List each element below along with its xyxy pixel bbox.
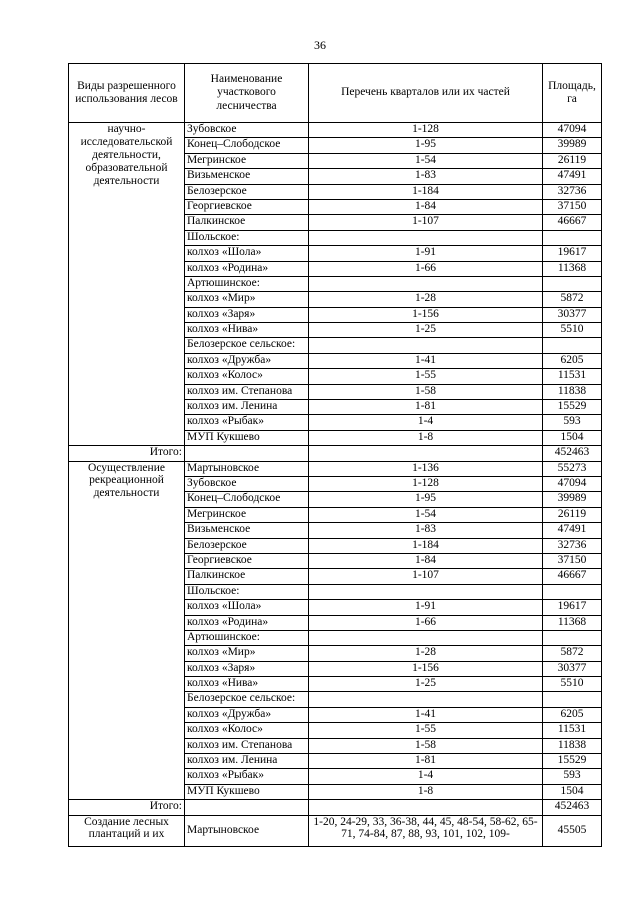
forestry-cell: колхоз «Дружба» <box>185 353 309 368</box>
area-cell: 37150 <box>543 199 602 214</box>
total-empty-cell <box>309 800 543 815</box>
area-cell: 45505 <box>543 815 602 846</box>
total-row <box>69 800 602 815</box>
total-label: Итого: <box>69 800 185 815</box>
table-row <box>69 815 602 846</box>
area-cell <box>543 692 602 707</box>
forestry-cell: колхоз «Колос» <box>185 369 309 384</box>
area-cell: 32736 <box>543 538 602 553</box>
area-cell <box>543 584 602 599</box>
quarters-cell: 1-54 <box>309 153 543 168</box>
total-empty-cell <box>185 800 309 815</box>
forestry-cell: колхоз «Нива» <box>185 323 309 338</box>
forestry-cell: колхоз «Родина» <box>185 615 309 630</box>
total-label: Итого: <box>69 446 185 461</box>
use-type-cell: научно-исследовательской деятельности, образовательной деятельности <box>69 123 185 446</box>
header-use-type: Виды разрешенного использования лесов <box>69 64 185 123</box>
forestry-cell: Конец–Слободское <box>185 138 309 153</box>
area-cell: 26119 <box>543 153 602 168</box>
area-cell: 47094 <box>543 476 602 491</box>
page-number: 36 <box>314 38 326 52</box>
area-cell: 6205 <box>543 353 602 368</box>
area-cell: 37150 <box>543 553 602 568</box>
total-empty-cell <box>309 446 543 461</box>
quarters-cell: 1-95 <box>309 492 543 507</box>
area-cell: 5510 <box>543 677 602 692</box>
forestry-cell: Белозерское сельское: <box>185 338 309 353</box>
quarters-cell: 1-156 <box>309 661 543 676</box>
area-cell: 46667 <box>543 569 602 584</box>
area-cell: 30377 <box>543 307 602 322</box>
total-area: 452463 <box>543 800 602 815</box>
forestry-cell: Зубовское <box>185 123 309 138</box>
quarters-cell: 1-107 <box>309 215 543 230</box>
quarters-cell: 1-4 <box>309 415 543 430</box>
use-type-cell: Осуществление рекреационной деятельности <box>69 461 185 800</box>
quarters-cell: 1-41 <box>309 707 543 722</box>
forestry-cell: колхоз «Рыбак» <box>185 769 309 784</box>
forestry-cell: колхоз им. Степанова <box>185 738 309 753</box>
quarters-cell: 1-66 <box>309 261 543 276</box>
area-cell: 46667 <box>543 215 602 230</box>
quarters-cell: 1-28 <box>309 292 543 307</box>
area-cell: 5872 <box>543 292 602 307</box>
area-cell: 11531 <box>543 369 602 384</box>
forestry-cell: колхоз «Родина» <box>185 261 309 276</box>
area-cell: 11368 <box>543 615 602 630</box>
forestry-cell: Мартыновское <box>185 815 309 846</box>
area-cell: 32736 <box>543 184 602 199</box>
quarters-cell: 1-83 <box>309 169 543 184</box>
quarters-cell: 1-41 <box>309 353 543 368</box>
quarters-cell: 1-91 <box>309 246 543 261</box>
forestry-cell: Палкинское <box>185 215 309 230</box>
area-cell: 47094 <box>543 123 602 138</box>
area-cell: 5872 <box>543 646 602 661</box>
quarters-cell: 1-55 <box>309 369 543 384</box>
quarters-cell: 1-84 <box>309 199 543 214</box>
forestry-cell: колхоз «Заря» <box>185 307 309 322</box>
total-area: 452463 <box>543 446 602 461</box>
forest-use-table <box>68 63 602 847</box>
quarters-cell: 1-20, 24-29, 33, 36-38, 44, 45, 48-54, 58-62, 65-71, 74-84, 87, 88, 93, 101, 102, 109- <box>309 815 543 846</box>
area-cell <box>543 630 602 645</box>
quarters-cell <box>309 276 543 291</box>
forestry-cell: Визьменское <box>185 523 309 538</box>
quarters-cell: 1-25 <box>309 323 543 338</box>
quarters-cell <box>309 584 543 599</box>
forestry-cell: Палкинское <box>185 569 309 584</box>
forestry-cell: Белозерское <box>185 538 309 553</box>
area-cell <box>543 276 602 291</box>
area-cell: 26119 <box>543 507 602 522</box>
table-row <box>69 461 602 476</box>
area-cell: 11838 <box>543 738 602 753</box>
quarters-cell: 1-8 <box>309 784 543 799</box>
forestry-cell: Конец–Слободское <box>185 492 309 507</box>
area-cell: 1504 <box>543 784 602 799</box>
quarters-cell: 1-95 <box>309 138 543 153</box>
header-area: Площадь, га <box>543 64 602 123</box>
forestry-cell: колхоз им. Степанова <box>185 384 309 399</box>
forestry-cell: МУП Кукшево <box>185 784 309 799</box>
quarters-cell <box>309 630 543 645</box>
area-cell: 39989 <box>543 138 602 153</box>
forestry-cell: Мартыновское <box>185 461 309 476</box>
quarters-cell: 1-66 <box>309 615 543 630</box>
area-cell <box>543 338 602 353</box>
use-type-cell: Создание лесных плантаций и их <box>69 815 185 846</box>
area-cell: 6205 <box>543 707 602 722</box>
quarters-cell <box>309 230 543 245</box>
quarters-cell: 1-81 <box>309 400 543 415</box>
area-cell: 11838 <box>543 384 602 399</box>
area-cell: 593 <box>543 415 602 430</box>
quarters-cell: 1-107 <box>309 569 543 584</box>
forestry-cell: Белозерское сельское: <box>185 692 309 707</box>
quarters-cell: 1-91 <box>309 600 543 615</box>
forestry-cell: Мегринское <box>185 153 309 168</box>
quarters-cell: 1-184 <box>309 538 543 553</box>
forestry-cell: колхоз «Мир» <box>185 292 309 307</box>
area-cell: 30377 <box>543 661 602 676</box>
area-cell: 11368 <box>543 261 602 276</box>
area-cell: 47491 <box>543 523 602 538</box>
quarters-cell: 1-8 <box>309 430 543 445</box>
quarters-cell: 1-128 <box>309 123 543 138</box>
area-cell: 11531 <box>543 723 602 738</box>
quarters-cell: 1-58 <box>309 738 543 753</box>
area-cell: 5510 <box>543 323 602 338</box>
forestry-cell: Георгиевское <box>185 199 309 214</box>
area-cell: 55273 <box>543 461 602 476</box>
forestry-cell: колхоз им. Ленина <box>185 400 309 415</box>
quarters-cell: 1-128 <box>309 476 543 491</box>
quarters-cell: 1-136 <box>309 461 543 476</box>
forestry-cell: Артюшинское: <box>185 630 309 645</box>
area-cell: 19617 <box>543 600 602 615</box>
total-row <box>69 446 602 461</box>
forestry-cell: колхоз «Шола» <box>185 246 309 261</box>
table-row <box>69 123 602 138</box>
area-cell: 1504 <box>543 430 602 445</box>
forestry-cell: Визьменское <box>185 169 309 184</box>
forestry-cell: колхоз «Рыбак» <box>185 415 309 430</box>
area-cell: 47491 <box>543 169 602 184</box>
quarters-cell <box>309 692 543 707</box>
quarters-cell: 1-55 <box>309 723 543 738</box>
forestry-cell: колхоз «Заря» <box>185 661 309 676</box>
quarters-cell: 1-81 <box>309 754 543 769</box>
forestry-cell: Шольское: <box>185 230 309 245</box>
forestry-cell: Мегринское <box>185 507 309 522</box>
forestry-cell: колхоз им. Ленина <box>185 754 309 769</box>
total-empty-cell <box>185 446 309 461</box>
quarters-cell: 1-184 <box>309 184 543 199</box>
quarters-cell: 1-28 <box>309 646 543 661</box>
area-cell: 19617 <box>543 246 602 261</box>
forestry-cell: МУП Кукшево <box>185 430 309 445</box>
quarters-cell: 1-156 <box>309 307 543 322</box>
forestry-cell: колхоз «Нива» <box>185 677 309 692</box>
quarters-cell: 1-84 <box>309 553 543 568</box>
forestry-cell: колхоз «Колос» <box>185 723 309 738</box>
quarters-cell: 1-58 <box>309 384 543 399</box>
forestry-cell: Артюшинское: <box>185 276 309 291</box>
forestry-cell: Зубовское <box>185 476 309 491</box>
quarters-cell: 1-54 <box>309 507 543 522</box>
quarters-cell: 1-4 <box>309 769 543 784</box>
area-cell: 593 <box>543 769 602 784</box>
forestry-cell: Шольское: <box>185 584 309 599</box>
area-cell: 39989 <box>543 492 602 507</box>
forestry-cell: колхоз «Дружба» <box>185 707 309 722</box>
table-header-row <box>69 64 602 123</box>
header-forestry: Наименование участкового лесничества <box>185 64 309 123</box>
forestry-cell: Георгиевское <box>185 553 309 568</box>
forestry-cell: колхоз «Шола» <box>185 600 309 615</box>
forestry-cell: колхоз «Мир» <box>185 646 309 661</box>
header-quarters: Перечень кварталов или их частей <box>309 64 543 123</box>
quarters-cell <box>309 338 543 353</box>
quarters-cell: 1-25 <box>309 677 543 692</box>
quarters-cell: 1-83 <box>309 523 543 538</box>
area-cell: 15529 <box>543 400 602 415</box>
forestry-cell: Белозерское <box>185 184 309 199</box>
area-cell: 15529 <box>543 754 602 769</box>
area-cell <box>543 230 602 245</box>
